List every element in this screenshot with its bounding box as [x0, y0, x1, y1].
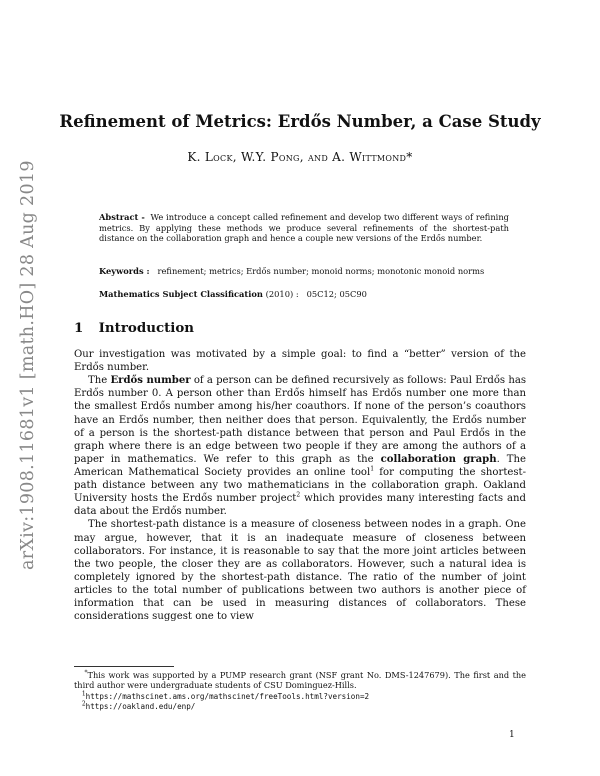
msc-year: (2010) :: [265, 289, 299, 299]
footnote-ref-2[interactable]: 2: [296, 491, 301, 499]
footnote-rule: [74, 666, 174, 667]
footnote-star: [74, 670, 526, 691]
footnote-2-link[interactable]: https://oakland.edu/enp/: [85, 701, 196, 711]
footnote-2-mark: 2: [81, 700, 86, 708]
section-heading: [74, 320, 194, 336]
term-collaboration-graph: collaboration graph: [380, 453, 497, 465]
footnotes: [74, 670, 526, 711]
msc-label: Mathematics Subject Classification: [99, 289, 263, 299]
term-erdos-number: Erdős number: [110, 375, 191, 387]
arxiv-identifier-stamp: arXiv:1908.11681v1 [math.HO] 28 Aug 2019: [18, 160, 38, 570]
footnote-star-mark: *: [84, 669, 88, 677]
paragraph-2-text: for computing the shortest-path distance between any two mathematicians in the collaboration graph. Oakland University hosts the Erdős number project: [74, 466, 526, 505]
paper-authors: K. Lock, W.Y. Pong, and A. Wittmond*: [187, 150, 413, 164]
footnote-ref-1[interactable]: 1: [370, 465, 375, 473]
paper-title: Refinement of Metrics: Erdős Number, a Case Study: [59, 112, 541, 131]
paragraph-2-text: . The American Mathematical Society provides an online tool: [74, 453, 527, 478]
keywords-label: Keywords :: [99, 266, 150, 276]
footnote-2: [74, 701, 526, 711]
footnote-1-link[interactable]: https://mathscinet.ams.org/mathscinet/freeTools.html?version=2: [85, 691, 370, 701]
paragraph-2-text: which provides many interesting facts and data about the Erdős number.: [74, 493, 526, 518]
paragraph-3: The shortest-path distance is a measure of closeness between nodes in a graph. One may argue, however, that it is an inadequate measure of closeness between collaborators. For instance, it is reasonable to say that the more joint articles between the two people, the closer they are as collaborators. However, such a natural idea is completely ignored by the shortest-path distance. The ratio of the number of joint articles to the total number of publications between two authors is another piece of information that can be used in measuring distances of collaborators. These considerations suggest one to view: [74, 519, 526, 623]
paragraph-2-text: The: [88, 375, 111, 387]
msc-codes: 05C12; 05C90: [306, 289, 367, 299]
abstract-block: [99, 212, 509, 244]
keywords-block: [99, 266, 519, 276]
section-title: Introduction: [98, 320, 195, 336]
footnote-star-text: This work was supported by a PUMP research grant (NSF grant No. DMS-1247679). The first and the third author were undergraduate students of CSU Dominguez-Hills.: [74, 670, 526, 691]
footnote-1-mark: 1: [81, 689, 86, 697]
paragraph-2: [74, 374, 526, 518]
page-number: 1: [509, 730, 515, 740]
paragraph-2-text: of a person can be defined recursively as follows: Paul Erdős has Erdős number 0. A person other than Erdős himself has Erdős number one more than the smallest Erdős number among his/her coauthors. If none of the person’s coauthors have an Erdős number, then neither does that person. Equivalently, the Erdős number of a person is the shortest-path distance between that person and Paul Erdős in the graph where there is an edge between two people if they are among the authors of a paper in mathematics. We refer to this graph as the: [74, 375, 527, 465]
msc-block: [99, 289, 519, 299]
section-number: 1: [74, 320, 84, 336]
keywords-text: refinement; metrics; Erdős number; monoid norms; monotonic monoid norms: [157, 266, 485, 276]
paragraph-1: Our investigation was motivated by a simple goal: to find a “better” version of the Erdős number.: [74, 349, 526, 374]
abstract-text: We introduce a concept called refinement and develop two different ways of refining metrics. By applying these methods we produce several refinements of the shortest-path distance on the collaboration graph and hence a couple new versions of the Erdős number.: [99, 212, 509, 244]
footnote-1: [74, 691, 526, 701]
abstract-label: Abstract -: [99, 212, 145, 222]
body-text: [74, 348, 526, 623]
